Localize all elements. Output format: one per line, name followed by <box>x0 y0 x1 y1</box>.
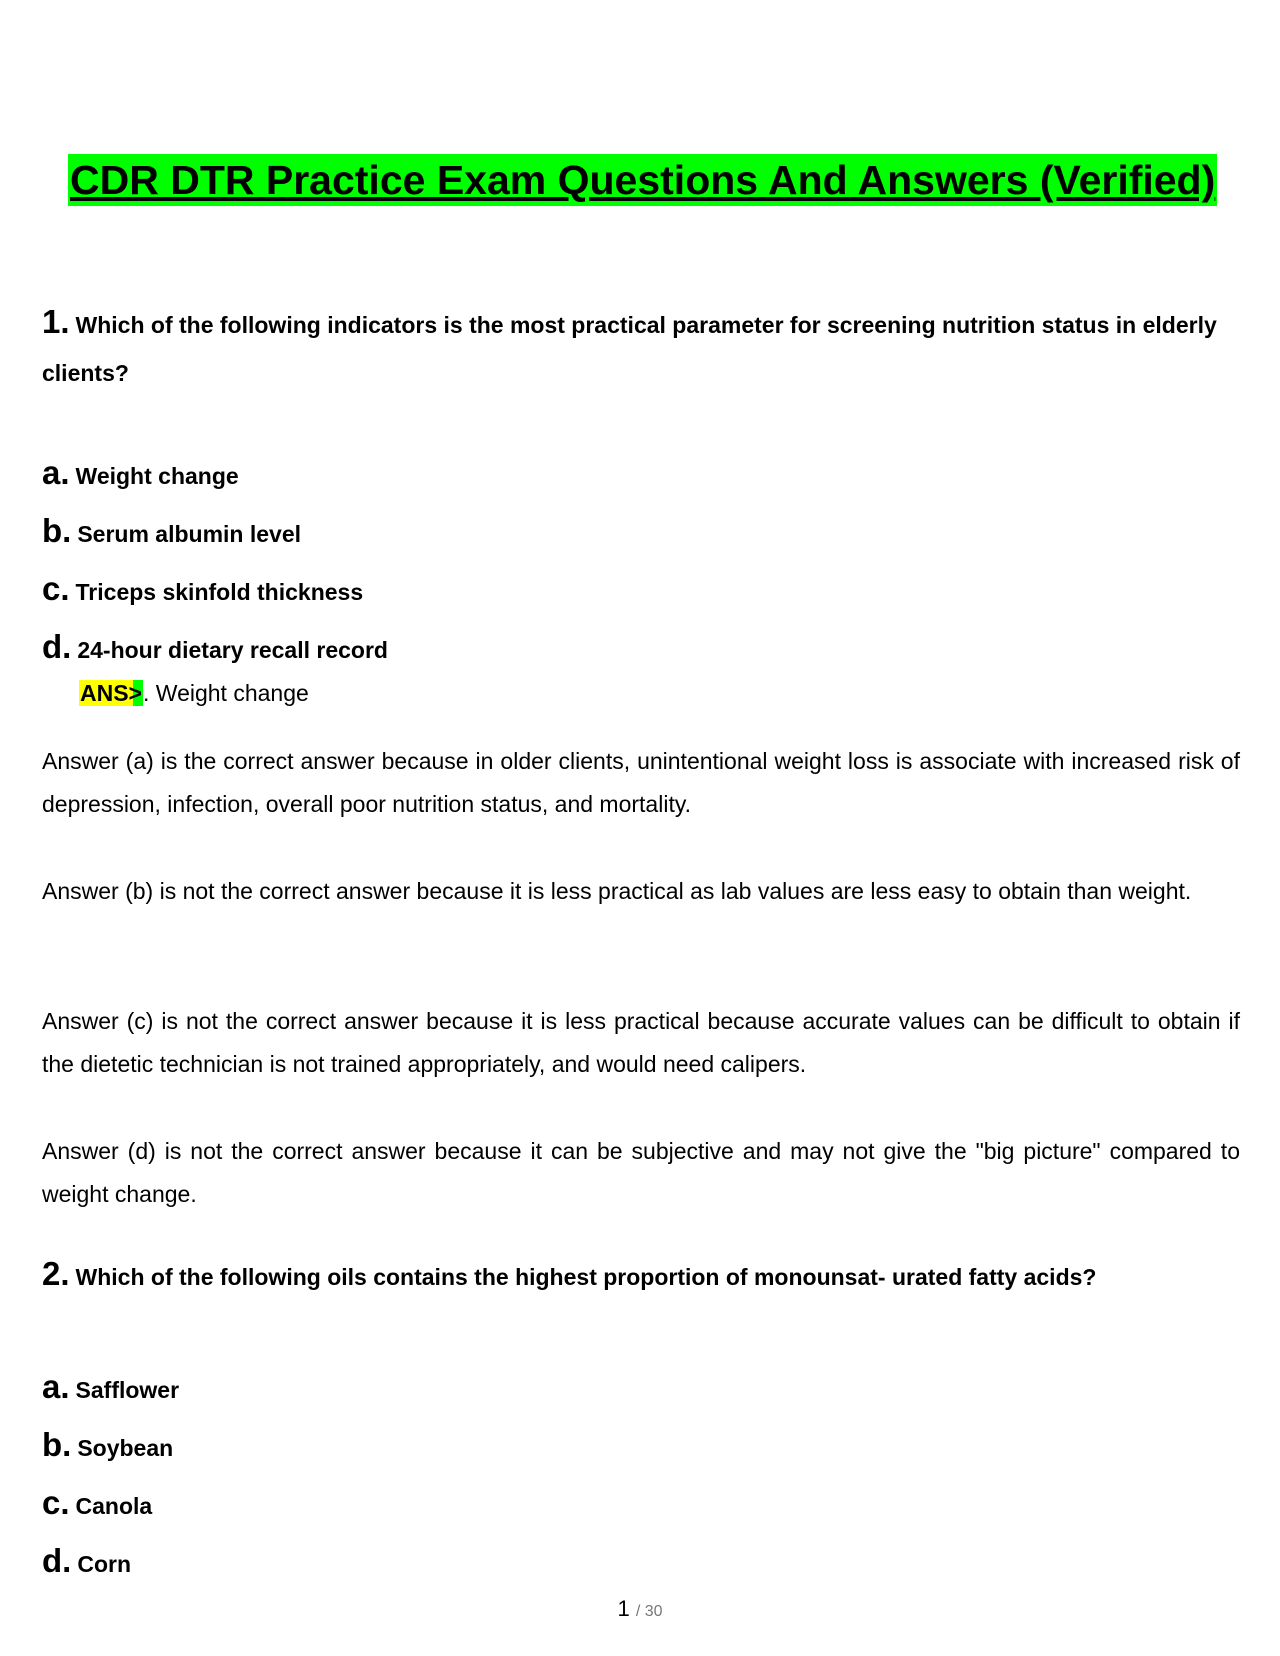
option-text: Canola <box>75 1493 153 1519</box>
page-indicator <box>0 1596 1280 1622</box>
option-1a <box>42 453 239 496</box>
option-letter: d. <box>42 628 72 665</box>
option-text: 24-hour dietary recall record <box>77 637 388 663</box>
question-2 <box>42 1250 1242 1301</box>
option-2c <box>42 1483 152 1526</box>
option-1d <box>42 627 388 670</box>
explanation-a: Answer (a) is the correct answer because in older clients, unintentional weight loss is associate with increased risk of depression, infection, overall poor nutrition status, and mortality. <box>42 748 1240 817</box>
option-text: Corn <box>77 1551 131 1577</box>
option-text: Triceps skinfold thickness <box>75 579 364 605</box>
option-text: Serum albumin level <box>77 521 302 547</box>
option-2b <box>42 1425 173 1468</box>
option-letter: b. <box>42 512 72 549</box>
option-letter: a. <box>42 1368 70 1405</box>
total-pages: / 30 <box>635 1603 663 1620</box>
current-page-number: 1 <box>617 1596 630 1621</box>
question-1 <box>42 298 1242 397</box>
option-text: Weight change <box>75 463 239 489</box>
explanation-c: Answer (c) is not the correct answer because it is less practical because accurate values can be difficult to obtain if the dietetic technician is not trained appropriately, and would need calipers. <box>42 1008 1240 1077</box>
option-2d <box>42 1541 131 1584</box>
option-1b <box>42 511 301 554</box>
question-number: 2. <box>42 1255 70 1292</box>
option-letter: d. <box>42 1542 72 1579</box>
option-text: Safflower <box>75 1377 180 1403</box>
option-letter: a. <box>42 454 70 491</box>
answer-text: . Weight change <box>143 680 309 706</box>
answer-tag: ANS> <box>80 680 142 706</box>
option-1c <box>42 569 363 612</box>
answer-line-1 <box>79 677 309 709</box>
question-text: Which of the following indicators is the most practical parameter for screening nutrition status in elderly clients? <box>42 312 1217 386</box>
option-letter: b. <box>42 1426 72 1463</box>
option-2a <box>42 1367 179 1410</box>
explanation-b: Answer (b) is not the correct answer because it is less practical as lab values are less easy to obtain than weight. <box>42 878 1192 904</box>
option-text: Soybean <box>77 1435 174 1461</box>
question-text: Which of the following oils contains the highest proportion of monounsat- urated fatty acids? <box>75 1264 1097 1290</box>
document-title: CDR DTR Practice Exam Questions And Answers (Verified) <box>68 154 1217 206</box>
option-letter: c. <box>42 1484 70 1521</box>
question-number: 1. <box>42 303 70 340</box>
option-letter: c. <box>42 570 70 607</box>
explanation-d: Answer (d) is not the correct answer because it can be subjective and may not give the "big picture" compared to weight change. <box>42 1138 1240 1207</box>
